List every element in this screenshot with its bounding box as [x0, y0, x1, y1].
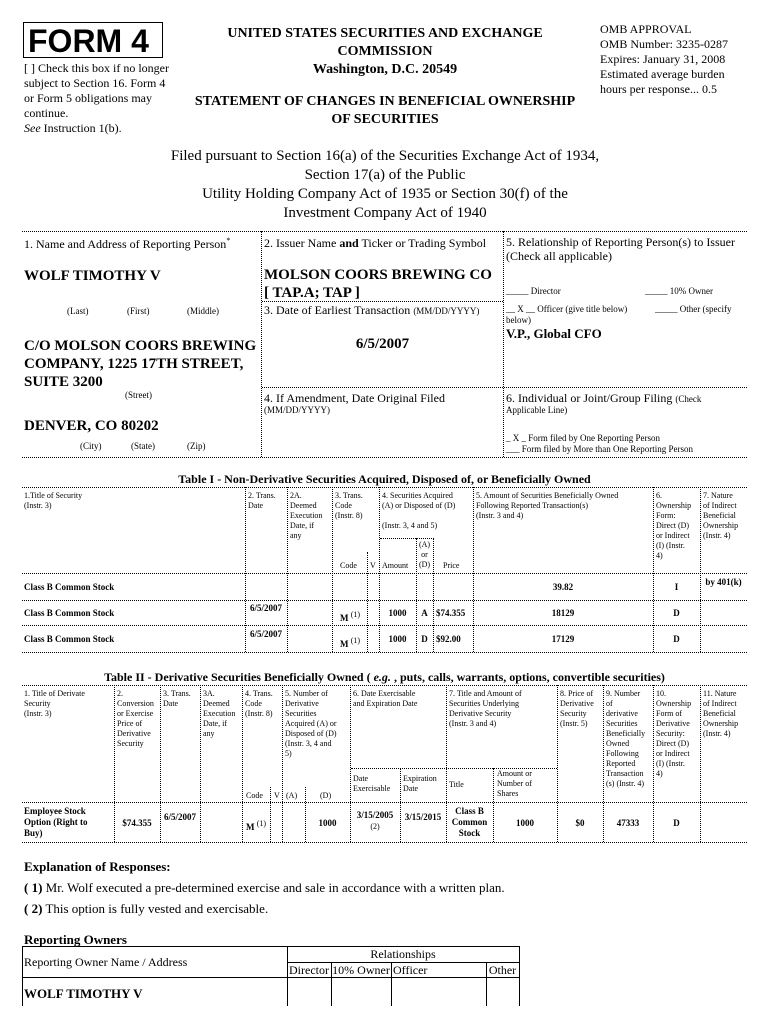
t1-row2-amount: 1000	[388, 608, 407, 618]
t1-header-code: 3. Trans. Code (Instr. 8)	[335, 491, 363, 520]
reporting-person-name: WOLF TIMOTHY V	[24, 268, 161, 284]
t2-row-form: D	[673, 818, 680, 828]
omb-approval	[600, 22, 765, 97]
street-label: (Street)	[125, 390, 152, 400]
t2-row-underlying-amount: 1000	[516, 818, 534, 828]
t2-row-date: 6/5/2007	[163, 812, 196, 822]
t1-row3-aod: D	[421, 634, 428, 644]
table1-top-rule	[22, 487, 747, 488]
agency-line1: UNITED STATES SECURITIES AND EXCHANGE	[227, 26, 543, 41]
t2-col-divider	[270, 787, 271, 842]
omb-line4: Estimated average burden	[600, 67, 725, 81]
t1-row2-aod: A	[421, 608, 428, 618]
t1-row1-nature: by 401(k)	[705, 577, 742, 587]
table1-title: Table I - Non-Derivative Securities Acquired, Disposed of, or Beneficially Owned	[178, 472, 591, 486]
t2-header-owned: 9. Number of derivative Securities Beneficially Owned Following Reported Transaction (s) (Instr. 4)	[606, 689, 646, 788]
table2-row-bottom	[22, 842, 747, 843]
statement-line2: OF SECURITIES	[331, 112, 439, 127]
footnote-2: ( 2) This option is fully vested and exercisable.	[24, 901, 269, 916]
t1-row2-code: M $^{(1)}$	[340, 610, 361, 623]
t2-header-code: 4. Trans. Code (Instr. 8)	[245, 689, 273, 718]
t2-col-divider	[700, 685, 701, 842]
t2-row-code: M $^{(1)}$	[246, 819, 267, 832]
earliest-transaction-date: 6/5/2007	[355, 336, 410, 352]
t2-col-divider	[242, 685, 243, 842]
t1-sub-v: V	[370, 561, 376, 570]
below-label: below)	[506, 315, 531, 325]
first-label: (First)	[127, 306, 150, 316]
boxes-bottom-rule	[22, 457, 747, 458]
t1-col-divider	[473, 487, 474, 652]
reporting-owners-heading: Reporting Owners	[24, 932, 127, 947]
officer-title: V.P., Global CFO	[506, 326, 602, 341]
omb-line5: hours per response... 0.5	[600, 82, 717, 96]
t1-col-divider	[653, 487, 654, 652]
t1-row2-owned: 18129	[551, 608, 575, 618]
agency-block	[175, 25, 595, 79]
t1-col-divider	[380, 538, 434, 539]
omb-line1: OMB APPROVAL	[600, 22, 692, 36]
director-option: _____ Director	[506, 286, 561, 296]
omb-line3: Expires: January 31, 2008	[600, 52, 726, 66]
box3-bottom-rule	[262, 387, 747, 388]
t1-header-deemed: 2A. Deemed Execution Date, if any	[290, 491, 323, 540]
zip-label: (Zip)	[187, 441, 206, 451]
explanation-heading: Explanation of Responses:	[24, 859, 171, 874]
agency-line2: COMMISSION	[337, 44, 433, 59]
owners-col-other: Other	[488, 963, 517, 977]
ten-percent-option: _____ 10% Owner	[645, 286, 713, 296]
t1-sub-amount: Amount	[382, 561, 409, 570]
t1-col-divider	[700, 487, 701, 652]
filing-option-more: ___ Form filed by More than One Reporting Person	[506, 444, 693, 454]
officer-option: __ X __ Officer (give title below)	[506, 304, 628, 314]
t2-sub-expiration: Expiration Date	[403, 774, 437, 793]
t1-row2-title: Class B Common Stock	[24, 608, 115, 618]
t1-row1-title: Class B Common Stock	[24, 582, 115, 592]
t2-sub-amount: Amount or Number of Shares	[497, 769, 532, 798]
owners-left-border	[22, 946, 23, 1006]
t2-header-number: 5. Number of Derivative Securities Acquired (A) or Disposed of (D) (Instr. 3, 4 and 5)	[285, 689, 337, 758]
filed-line3: Utility Holding Company Act of 1935 or Section 30(f) of the	[202, 186, 568, 202]
table2-header-bottom	[22, 802, 747, 803]
owner-name: WOLF TIMOTHY V	[24, 986, 143, 1001]
box1-label: 1. Name and Address of Reporting Person*	[24, 236, 231, 251]
middle-label: (Middle)	[187, 306, 219, 316]
t1-sub-code: Code	[340, 561, 357, 570]
table1-row1-bottom	[22, 600, 747, 601]
owners-col-officer: Officer	[393, 963, 428, 977]
t2-row-underlying-title: Class B Common Stock	[451, 806, 488, 838]
last-label: (Last)	[67, 306, 89, 316]
t1-col-divider	[245, 487, 246, 652]
t1-header-ownership: 6. Ownership Form: Direct (D) or Indirect (I) (Instr. 4)	[656, 491, 692, 560]
checkbox-notice	[24, 61, 174, 136]
owners-col-name: Reporting Owner Name / Address	[24, 955, 188, 969]
filed-line1: Filed pursuant to Section 16(a) of the Securities Exchange Act of 1934,	[170, 148, 600, 164]
t1-col-divider	[379, 487, 380, 652]
filed-line4: Investment Company Act of 1940	[283, 205, 487, 221]
t1-row3-owned: 17129	[551, 634, 575, 644]
filed-line2: Section 17(a) of the Public	[304, 167, 466, 183]
t1-col-divider	[433, 538, 434, 652]
t1-row3-price: $92.00	[436, 634, 461, 644]
t2-header-date: 3. Trans. Date	[163, 689, 191, 708]
t2-row-title: Employee Stock Option (Right to Buy)	[24, 806, 88, 838]
t2-col-divider	[200, 685, 201, 842]
t2-header-title: 1. Title of Derivate Security (Instr. 3)	[24, 689, 85, 718]
t2-header-deemed: 3A. Deemed Execution Date, if any	[203, 689, 236, 738]
box6-label: 6. Individual or Joint/Group Filing (Check	[506, 391, 702, 405]
state-label: (State)	[131, 441, 155, 451]
t2-col-divider	[400, 768, 401, 842]
see-word: See	[24, 121, 41, 135]
t2-sub-date-exercisable: Date Exercisable	[353, 774, 391, 793]
box2-label: 2. Issuer Name and Ticker or Trading Symbol	[264, 236, 487, 250]
owners-relationships: Relationships	[370, 947, 436, 961]
t2-row-conversion-price: $74.355	[122, 818, 152, 828]
statement-title	[175, 93, 595, 129]
t2-row-expiration: 3/15/2015	[404, 812, 442, 822]
t1-col-divider	[367, 552, 368, 652]
t2-header-underlying: 7. Title and Amount of Securities Underlying Derivative Security (Instr. 3 and 4)	[449, 689, 522, 728]
issuer-name: MOLSON COORS BREWING CO [ TAP.A; TAP ]	[264, 267, 492, 301]
box4-label: 4. If Amendment, Date Original Filed	[264, 391, 445, 405]
t1-header-title: 1.Title of Security (Instr. 3)	[24, 491, 83, 510]
t2-sub-a: (A)	[286, 791, 298, 800]
reporting-address: C/O MOLSON COORS BREWING COMPANY, 1225 17TH STREET, SUITE 3200	[24, 338, 257, 390]
owners-col-ten: 10% Owner	[332, 963, 390, 977]
owners-divider	[391, 962, 392, 1006]
table2-title: Table II - Derivative Securities Beneficially Owned ( e.g. , puts, calls, warrants, options, convertible securities)	[104, 670, 665, 684]
owners-col-director: Director	[289, 963, 329, 977]
t2-header-exercisable: 6. Date Exercisable and Expiration Date	[353, 689, 418, 708]
boxes-top-rule	[22, 231, 747, 232]
city-label: (City)	[80, 441, 102, 451]
t1-row3-title: Class B Common Stock	[24, 634, 115, 644]
t2-header-conversion: 2. Conversion or Exercise Price of Derivative Security	[117, 689, 154, 748]
box3-label: 3. Date of Earliest Transaction (MM/DD/YYYY)	[264, 303, 480, 317]
other-option: _____ Other (specify	[655, 304, 732, 314]
t1-header-date: 2. Trans. Date	[248, 491, 276, 510]
filing-option-one: _ X _ Form filed by One Reporting Person	[506, 433, 660, 443]
t2-sub-v: V	[274, 791, 280, 800]
t1-header-securities: 4. Securities Acquired (A) or Disposed of (D) (Instr. 3, 4 and 5)	[382, 491, 456, 530]
t1-col-divider	[332, 487, 333, 652]
table1-row3-bottom	[22, 652, 747, 653]
t1-row3-amount: 1000	[388, 634, 407, 644]
t1-row3-form: D	[673, 634, 680, 644]
t1-row2-form: D	[673, 608, 680, 618]
t1-col-divider	[287, 487, 288, 652]
t2-sub-code: Code	[246, 791, 263, 800]
t1-header-amount-owned: 5. Amount of Securities Beneficially Owned Following Reported Transaction(s) (Instr. 3 and 4)	[476, 491, 619, 520]
t1-sub-aod: (A) or (D)	[418, 540, 431, 569]
omb-line2: OMB Number: 3235-0287	[600, 37, 728, 51]
t2-row-disposed: 1000	[318, 818, 337, 828]
filed-pursuant	[100, 147, 670, 223]
t2-row-derivative-price: $0	[575, 818, 585, 828]
table2-top-rule	[22, 685, 747, 686]
t1-row2-date: 6/5/2007	[249, 603, 282, 613]
city-state-zip: DENVER, CO 80202	[24, 418, 159, 434]
owners-right-border	[519, 946, 520, 1006]
checkbox-text: [ ] Check this box if no longer subject to Section 16. Form 4 or Form 5 obligations may continue.	[24, 61, 169, 120]
table1-row2-bottom	[22, 625, 747, 626]
table1-header-bottom	[22, 573, 747, 574]
t2-sub-d: (D)	[320, 791, 332, 800]
t2-col-divider	[493, 768, 494, 842]
t1-sub-price: Price	[443, 561, 460, 570]
box6-label-line2: Applicable Line)	[506, 405, 568, 415]
t2-header-ownership: 10. Ownership Form of Derivative Security: Direct (D) or Indirect (I) (Instr. 4)	[656, 689, 692, 778]
t2-row-exercisable-footnote: (2)	[370, 822, 380, 831]
t2-row-owned: 47333	[616, 818, 640, 828]
box5-label: 5. Relationship of Reporting Person(s) to Issuer (Check all applicable)	[506, 235, 735, 263]
t1-row3-code: M $^{(1)}$	[340, 636, 361, 649]
agency-line3: Washington, D.C. 20549	[312, 62, 458, 77]
t1-row1-owned: 39.82	[552, 582, 574, 592]
t2-row-exercisable: 3/15/2005	[356, 810, 394, 820]
box-divider-2	[503, 231, 504, 457]
box4-label-small: (MM/DD/YYYY)	[264, 405, 330, 415]
t2-sub-title: Title	[449, 780, 464, 789]
instruction-text: Instruction 1(b).	[40, 121, 122, 135]
t2-col-divider	[282, 685, 283, 842]
t1-row1-form: I	[674, 582, 679, 592]
statement-line1: STATEMENT OF CHANGES IN BENEFICIAL OWNERSHIP	[194, 94, 576, 109]
t2-header-nature: 11. Nature of Indirect Beneficial Ownership (Instr. 4)	[703, 689, 739, 738]
t2-col-divider	[305, 787, 306, 842]
form-title: FORM 4	[23, 22, 163, 58]
t2-header-price: 8. Price of Derivative Security (Instr. 5)	[560, 689, 594, 728]
footnote-1: ( 1) Mr. Wolf executed a pre-determined exercise and sale in accordance with a written plan.	[24, 880, 505, 895]
t1-row2-price: $74.355	[436, 608, 466, 618]
t1-header-nature: 7. Nature of Indirect Beneficial Ownership (Instr. 4)	[703, 491, 739, 540]
t1-row3-date: 6/5/2007	[249, 629, 282, 639]
owners-header-bottom	[22, 977, 519, 978]
